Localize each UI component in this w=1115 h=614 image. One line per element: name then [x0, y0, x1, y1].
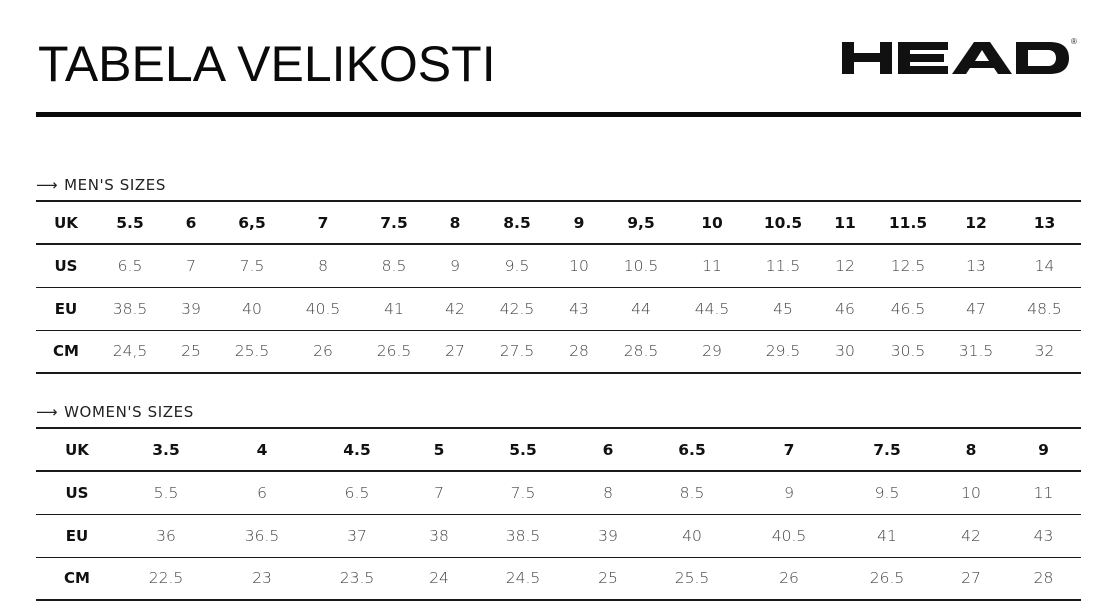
men-size-cell: 30: [818, 330, 872, 373]
women-section-label: [36, 403, 194, 421]
men-size-cell: 8: [286, 244, 360, 287]
men-size-cell: 8.5: [482, 201, 552, 244]
men-size-cell: 9,5: [606, 201, 676, 244]
women-size-cell: 5: [404, 428, 474, 471]
women-size-cell: 4: [214, 428, 310, 471]
women-size-cell: 9: [740, 471, 838, 514]
women-size-cell: 7.5: [474, 471, 572, 514]
men-size-cell: 12.5: [872, 244, 944, 287]
men-size-cell: 6: [164, 201, 218, 244]
women-size-cell: 9.5: [838, 471, 936, 514]
men-row-us: [36, 244, 1081, 287]
women-row-header: US: [36, 471, 118, 514]
women-size-cell: 38.5: [474, 514, 572, 557]
men-size-cell: 9.5: [482, 244, 552, 287]
women-size-cell: 24.5: [474, 557, 572, 600]
women-size-cell: 23: [214, 557, 310, 600]
arrow-right-icon: ⟶: [36, 403, 59, 421]
men-size-cell: 12: [818, 244, 872, 287]
men-size-cell: 7.5: [360, 201, 428, 244]
men-size-cell: 30.5: [872, 330, 944, 373]
women-size-cell: 11: [1006, 471, 1081, 514]
men-size-cell: 10.5: [748, 201, 818, 244]
women-size-cell: 5.5: [118, 471, 214, 514]
men-size-cell: 27: [428, 330, 482, 373]
women-size-cell: 42: [936, 514, 1006, 557]
men-size-cell: 11.5: [872, 201, 944, 244]
women-size-cell: 24: [404, 557, 474, 600]
women-size-cell: 5.5: [474, 428, 572, 471]
men-size-cell: 41: [360, 287, 428, 330]
women-size-cell: 27: [936, 557, 1006, 600]
men-size-cell: 29.5: [748, 330, 818, 373]
men-size-cell: 13: [944, 244, 1008, 287]
women-row-cm: [36, 557, 1081, 600]
women-size-cell: 36.5: [214, 514, 310, 557]
women-size-cell: 8.5: [644, 471, 740, 514]
women-size-cell: 41: [838, 514, 936, 557]
men-size-cell: 5.5: [96, 201, 164, 244]
women-size-cell: 6: [214, 471, 310, 514]
women-size-cell: 4.5: [310, 428, 404, 471]
men-size-cell: 43: [552, 287, 606, 330]
men-size-cell: 7: [164, 244, 218, 287]
men-row-eu: [36, 287, 1081, 330]
women-size-cell: 7: [740, 428, 838, 471]
men-size-cell: 25: [164, 330, 218, 373]
men-row-header: US: [36, 244, 96, 287]
page-title: TABELA VELIKOSTI: [38, 36, 496, 92]
women-size-cell: 38: [404, 514, 474, 557]
men-row-cm: [36, 330, 1081, 373]
men-size-table: [36, 200, 1081, 374]
men-size-cell: 11.5: [748, 244, 818, 287]
women-size-cell: 3.5: [118, 428, 214, 471]
women-size-cell: 7: [404, 471, 474, 514]
head-logo: [840, 37, 1080, 82]
men-size-cell: 39: [164, 287, 218, 330]
men-size-cell: 8.5: [360, 244, 428, 287]
women-size-cell: 9: [1006, 428, 1081, 471]
men-size-cell: 12: [944, 201, 1008, 244]
women-size-cell: 7.5: [838, 428, 936, 471]
men-row-header: UK: [36, 201, 96, 244]
women-size-cell: 8: [572, 471, 644, 514]
women-size-table: [36, 427, 1081, 601]
men-size-cell: 25.5: [218, 330, 286, 373]
men-size-cell: 28: [552, 330, 606, 373]
men-size-cell: 24,5: [96, 330, 164, 373]
women-size-cell: 22.5: [118, 557, 214, 600]
men-size-cell: 10.5: [606, 244, 676, 287]
women-size-cell: 23.5: [310, 557, 404, 600]
men-size-cell: 31.5: [944, 330, 1008, 373]
women-size-cell: 10: [936, 471, 1006, 514]
men-size-cell: 11: [818, 201, 872, 244]
women-section-title: WOMEN'S SIZES: [64, 403, 194, 421]
men-size-cell: 10: [552, 244, 606, 287]
women-size-cell: 26: [740, 557, 838, 600]
women-size-cell: 8: [936, 428, 1006, 471]
women-row-header: CM: [36, 557, 118, 600]
women-size-cell: 6.5: [310, 471, 404, 514]
women-row-header: UK: [36, 428, 118, 471]
title-divider: [36, 112, 1081, 117]
men-size-cell: 46.5: [872, 287, 944, 330]
men-row-header: EU: [36, 287, 96, 330]
arrow-right-icon: ⟶: [36, 176, 59, 194]
men-row-uk: [36, 201, 1081, 244]
men-size-cell: 38.5: [96, 287, 164, 330]
women-size-cell: 6.5: [644, 428, 740, 471]
men-size-cell: 40.5: [286, 287, 360, 330]
men-size-cell: 7: [286, 201, 360, 244]
men-size-cell: 10: [676, 201, 748, 244]
men-size-cell: 27.5: [482, 330, 552, 373]
men-size-cell: 44: [606, 287, 676, 330]
men-size-cell: 32: [1008, 330, 1081, 373]
women-size-cell: 39: [572, 514, 644, 557]
women-size-cell: 25: [572, 557, 644, 600]
men-size-cell: 48.5: [1008, 287, 1081, 330]
men-size-cell: 9: [428, 244, 482, 287]
men-size-cell: 47: [944, 287, 1008, 330]
men-size-cell: 29: [676, 330, 748, 373]
men-size-cell: 8: [428, 201, 482, 244]
women-size-cell: 43: [1006, 514, 1081, 557]
women-row-us: [36, 471, 1081, 514]
men-size-cell: 6.5: [96, 244, 164, 287]
women-size-cell: 6: [572, 428, 644, 471]
men-size-cell: 11: [676, 244, 748, 287]
men-size-cell: 40: [218, 287, 286, 330]
women-row-uk: [36, 428, 1081, 471]
men-size-cell: 46: [818, 287, 872, 330]
men-size-cell: 26: [286, 330, 360, 373]
women-size-cell: 36: [118, 514, 214, 557]
men-size-cell: 45: [748, 287, 818, 330]
women-size-cell: 25.5: [644, 557, 740, 600]
men-section-title: MEN'S SIZES: [64, 176, 166, 194]
women-row-eu: [36, 514, 1081, 557]
men-size-cell: 44.5: [676, 287, 748, 330]
women-size-cell: 40: [644, 514, 740, 557]
men-size-cell: 14: [1008, 244, 1081, 287]
men-size-cell: 28.5: [606, 330, 676, 373]
men-size-cell: 42.5: [482, 287, 552, 330]
women-size-cell: 28: [1006, 557, 1081, 600]
women-size-cell: 37: [310, 514, 404, 557]
head-logo-icon: [840, 40, 1070, 76]
men-size-cell: 13: [1008, 201, 1081, 244]
men-size-cell: 42: [428, 287, 482, 330]
men-size-cell: 6,5: [218, 201, 286, 244]
registered-mark: ®: [1071, 37, 1077, 46]
men-section-label: [36, 176, 166, 194]
men-size-cell: 7.5: [218, 244, 286, 287]
men-size-cell: 9: [552, 201, 606, 244]
men-row-header: CM: [36, 330, 96, 373]
women-size-cell: 26.5: [838, 557, 936, 600]
women-size-cell: 40.5: [740, 514, 838, 557]
men-size-cell: 26.5: [360, 330, 428, 373]
women-row-header: EU: [36, 514, 118, 557]
